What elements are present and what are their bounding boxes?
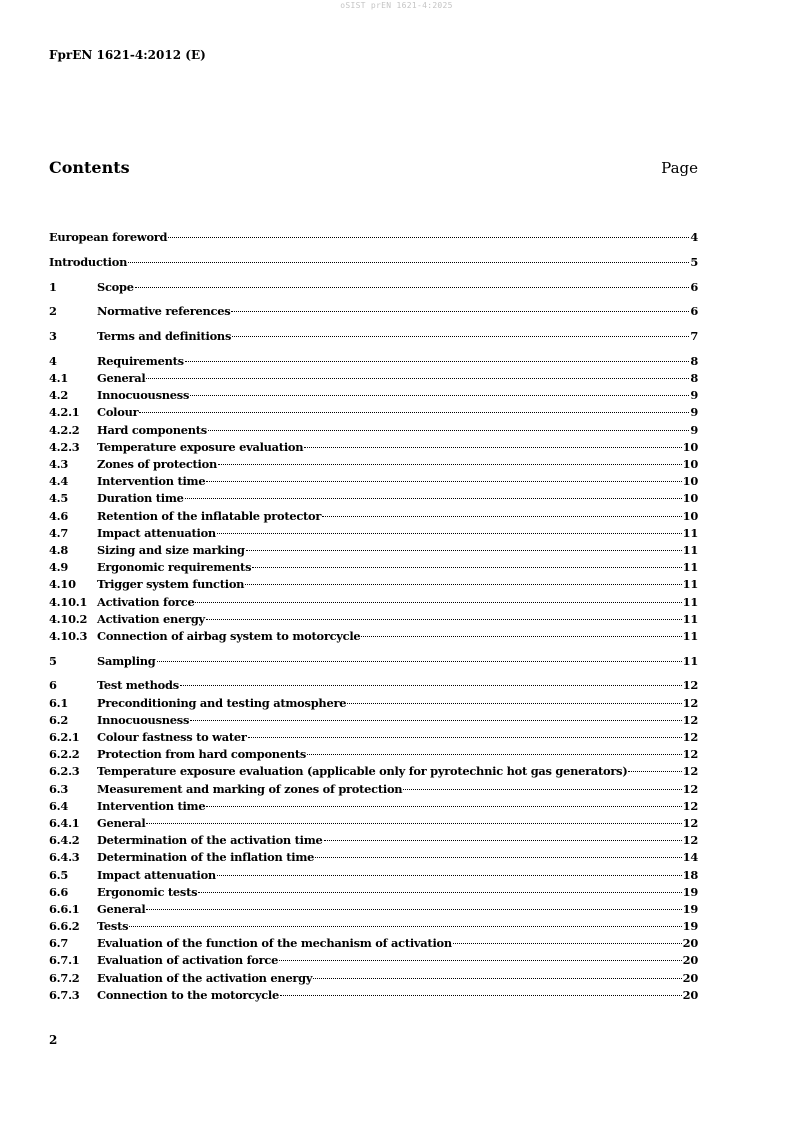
document-id: FprEN 1621-4:2012 (E) [49, 48, 206, 62]
toc-entry-title: Evaluation of the function of the mechanism of activation [97, 936, 452, 951]
toc-entry-title: Scope [97, 279, 134, 294]
toc-entry-title: Preconditioning and testing atmosphere [97, 695, 347, 710]
toc-entry-title: Connection to the motorcycle [97, 987, 279, 1002]
watermark: oSIST prEN 1621-4:2025 [340, 1, 453, 10]
toc-entry-title: Temperature exposure evaluation (applicable only for pyrotechnic hot gas generators) [97, 764, 628, 779]
dot-leader [313, 967, 681, 979]
toc-entry[interactable] [49, 653, 698, 670]
dot-leader [190, 709, 682, 721]
toc-entry-title: General [97, 371, 146, 386]
page-column-heading: Page [661, 159, 698, 177]
toc-entry-title: Ergonomic tests [97, 884, 198, 899]
toc-entry-title: Requirements [97, 353, 184, 368]
toc-entry-page: 12 [682, 815, 698, 830]
toc-entry-page: 8 [690, 353, 698, 368]
toc-entry-page: 12 [682, 798, 698, 813]
toc-entry-page: 10 [682, 508, 698, 523]
dot-leader [217, 522, 682, 534]
toc-entry-title: European foreword [49, 230, 168, 244]
toc-entry-number: 4.2.1 [49, 405, 80, 420]
toc-entry-number: 6.2 [49, 712, 69, 727]
toc-entry-number: 6.2.3 [49, 764, 80, 779]
toc-entry-page: 5 [690, 254, 698, 269]
toc-entry-number: 5 [49, 653, 57, 668]
toc-entry-page: 11 [682, 611, 698, 626]
dot-leader [324, 829, 682, 841]
toc-entry-page: 12 [682, 764, 698, 779]
dot-leader [139, 401, 689, 413]
toc-entry-number: 4.2 [49, 388, 69, 403]
toc-entry-title: General [97, 815, 146, 830]
toc-entry-number: 6.6 [49, 884, 69, 899]
toc-entry-title: Determination of the activation time [97, 833, 323, 848]
dot-leader [245, 573, 681, 585]
toc-entry-title: Innocuousness [97, 388, 190, 403]
toc-entry-page: 20 [682, 987, 698, 1002]
dot-leader [361, 625, 681, 637]
toc-entry-page: 10 [682, 474, 698, 489]
toc-entry-title: Innocuousness [97, 712, 190, 727]
toc-entry-page: 10 [682, 439, 698, 454]
dot-leader [198, 881, 681, 893]
toc-entry-page: 12 [682, 712, 698, 727]
dot-leader [231, 300, 689, 312]
dot-leader [453, 932, 682, 944]
dot-leader [307, 743, 682, 755]
toc-entry-title: Ergonomic requirements [97, 560, 252, 575]
toc-entry-title: Colour [97, 405, 139, 420]
toc-entry-number: 6.6.2 [49, 919, 80, 934]
toc-entry-title: General [97, 901, 146, 916]
toc-entry-title: Impact attenuation [97, 867, 216, 882]
toc-entry-number: 6.7.1 [49, 953, 80, 968]
toc-entry[interactable] [49, 303, 698, 320]
toc-entry-page: 12 [682, 730, 698, 745]
toc-entry-page: 12 [682, 678, 698, 693]
toc-entry-page: 20 [682, 936, 698, 951]
toc-entry-number: 4 [49, 353, 57, 368]
toc-entry-number: 4.10.3 [49, 628, 88, 643]
toc-entry-page: 12 [682, 833, 698, 848]
dot-leader [246, 539, 682, 551]
toc-entry-number: 3 [49, 329, 57, 344]
dot-leader [248, 726, 682, 738]
toc-entry-title: Activation force [97, 594, 195, 609]
toc-entry-number: 6.5 [49, 867, 69, 882]
toc-entry-title: Activation energy [97, 611, 205, 626]
table-of-contents [49, 229, 698, 1004]
toc-entry-title: Test methods [97, 678, 179, 693]
toc-entry-title: Evaluation of activation force [97, 953, 279, 968]
toc-entry-title: Sampling [97, 653, 156, 668]
toc-entry[interactable] [49, 987, 698, 1004]
toc-entry-title: Tests [97, 919, 129, 934]
toc-entry-number: 6.2.2 [49, 747, 80, 762]
toc-entry-page: 11 [682, 542, 698, 557]
toc-entry-page: 14 [682, 850, 698, 865]
dot-leader [185, 487, 682, 499]
toc-entry[interactable] [49, 254, 698, 271]
toc-entry-number: 6.4 [49, 798, 69, 813]
toc-entry-title: Connection of airbag system to motorcycle [97, 628, 361, 643]
dot-leader [347, 692, 681, 704]
dot-leader [322, 505, 682, 517]
dot-leader [146, 367, 689, 379]
toc-entry-number: 6.4.3 [49, 850, 80, 865]
toc-entry-title: Hard components [97, 422, 207, 437]
toc-entry-number: 4.8 [49, 542, 69, 557]
toc-entry-page: 6 [690, 279, 698, 294]
dot-leader [135, 276, 690, 288]
dot-leader [280, 984, 682, 996]
toc-entry-number: 4.4 [49, 474, 69, 489]
toc-entry-title: Temperature exposure evaluation [97, 439, 304, 454]
toc-entry-title: Colour fastness to water [97, 730, 247, 745]
toc-entry-number: 6.7.2 [49, 970, 80, 985]
toc-entry-page: 11 [682, 577, 698, 592]
toc-entry-title: Sizing and size marking [97, 542, 245, 557]
toc-entry[interactable] [49, 746, 698, 763]
dot-leader [304, 436, 681, 448]
toc-entry-title: Protection from hard components [97, 747, 307, 762]
dot-leader [252, 556, 681, 568]
toc-entry-page: 20 [682, 970, 698, 985]
dot-leader [217, 864, 682, 876]
toc-entry-page: 8 [690, 371, 698, 386]
dot-leader [206, 470, 681, 482]
dot-leader [168, 226, 689, 238]
toc-entry[interactable] [49, 229, 698, 246]
toc-entry-page: 11 [682, 594, 698, 609]
dot-leader [185, 350, 690, 362]
dot-leader [146, 898, 681, 910]
toc-entry-page: 18 [682, 867, 698, 882]
dot-leader [195, 591, 681, 603]
toc-entry-page: 11 [682, 653, 698, 668]
contents-title: Contents [49, 158, 130, 177]
toc-entry-number: 4.10.2 [49, 611, 88, 626]
toc-entry-page: 7 [690, 329, 698, 344]
toc-entry-page: 11 [682, 560, 698, 575]
toc-entry-number: 6.3 [49, 781, 69, 796]
dot-leader [232, 325, 689, 337]
toc-entry-title: Retention of the inflatable protector [97, 508, 322, 523]
toc-entry-number: 6.4.1 [49, 815, 80, 830]
toc-entry-page: 9 [690, 405, 698, 420]
toc-entry-page: 11 [682, 525, 698, 540]
dot-leader [180, 674, 682, 686]
toc-entry-page: 19 [682, 919, 698, 934]
dot-leader [128, 251, 689, 263]
toc-entry[interactable] [49, 279, 698, 296]
toc-entry-title: Intervention time [97, 798, 206, 813]
toc-entry-number: 6.6.1 [49, 901, 80, 916]
toc-entry-number: 1 [49, 279, 57, 294]
toc-entry-page: 10 [682, 457, 698, 472]
toc-entry-page: 9 [690, 422, 698, 437]
toc-entry-page: 12 [682, 747, 698, 762]
toc-entry-number: 4.3 [49, 457, 69, 472]
toc-entry[interactable] [49, 628, 698, 645]
toc-entry-page: 12 [682, 695, 698, 710]
toc-entry-number: 4.2.3 [49, 439, 80, 454]
toc-entry-number: 2 [49, 304, 57, 319]
toc-entry-number: 4.9 [49, 560, 69, 575]
toc-entry-number: 4.10 [49, 577, 76, 592]
dot-leader [403, 778, 681, 790]
toc-entry-title: Intervention time [97, 474, 206, 489]
toc-entry-title: Measurement and marking of zones of protection [97, 781, 403, 796]
toc-entry-number: 6.1 [49, 695, 69, 710]
dot-leader [129, 915, 681, 927]
dot-leader [628, 760, 681, 772]
toc-entry-title: Zones of protection [97, 457, 218, 472]
toc-entry-number: 6.4.2 [49, 833, 80, 848]
toc-entry-number: 6.7.3 [49, 987, 80, 1002]
dot-leader [218, 453, 682, 465]
dot-leader [206, 608, 682, 620]
toc-entry-title: Trigger system function [97, 577, 245, 592]
toc-entry-page: 11 [682, 628, 698, 643]
dot-leader [208, 419, 689, 431]
toc-entry-title: Introduction [49, 254, 128, 269]
dot-leader [146, 812, 681, 824]
page-number: 2 [49, 1033, 58, 1047]
toc-entry-title: Impact attenuation [97, 525, 216, 540]
toc-entry-number: 4.7 [49, 525, 69, 540]
toc-entry-number: 6.7 [49, 936, 69, 951]
toc-entry-title: Normative references [97, 304, 231, 319]
toc-entry-number: 4.2.2 [49, 422, 80, 437]
dot-leader [190, 384, 689, 396]
toc-entry-page: 20 [682, 953, 698, 968]
toc-entry-title: Evaluation of the activation energy [97, 970, 313, 985]
toc-entry-title: Duration time [97, 491, 184, 506]
toc-entry-page: 4 [690, 230, 698, 244]
toc-entry-page: 19 [682, 884, 698, 899]
toc-entry-page: 6 [690, 304, 698, 319]
toc-entry-page: 10 [682, 491, 698, 506]
toc-entry-number: 6 [49, 678, 57, 693]
toc-entry[interactable] [49, 328, 698, 345]
dot-leader [157, 650, 682, 662]
toc-entry-page: 19 [682, 901, 698, 916]
toc-entry-number: 4.5 [49, 491, 69, 506]
toc-entry-title: Determination of the inflation time [97, 850, 315, 865]
toc-entry-number: 6.2.1 [49, 730, 80, 745]
toc-entry-number: 4.6 [49, 508, 69, 523]
dot-leader [279, 949, 682, 961]
toc-entry-number: 4.1 [49, 371, 69, 386]
toc-entry-number: 4.10.1 [49, 594, 88, 609]
toc-entry-title: Terms and definitions [97, 329, 232, 344]
toc-entry-page: 12 [682, 781, 698, 796]
toc-entry-page: 9 [690, 388, 698, 403]
dot-leader [315, 846, 682, 858]
dot-leader [206, 795, 681, 807]
